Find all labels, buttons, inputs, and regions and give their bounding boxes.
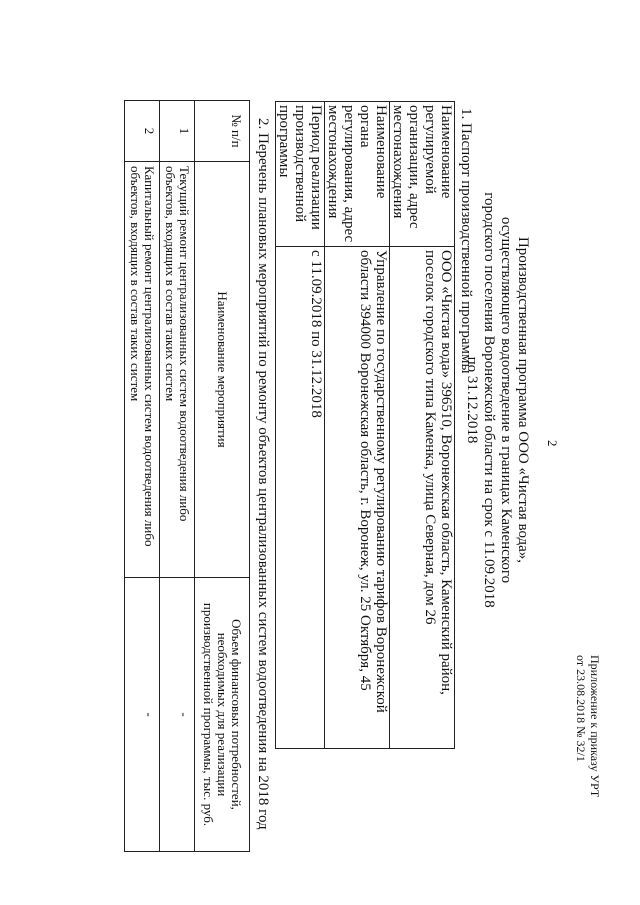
passport-value: ООО «Чистая вода» 396510, Воронежская область, Каменский район, поселок городского типа Каменка, улица Северная, дом 26 bbox=[390, 247, 455, 749]
passport-row bbox=[390, 102, 455, 749]
header-volume: Объем финансовых потребностей, необходимых для реализации производственной программы, тыс. руб. bbox=[195, 578, 250, 852]
appendix-line-1: Приложение к приказу УРТ bbox=[588, 655, 602, 798]
header-num: № п/п bbox=[195, 101, 250, 162]
row-num: 2 bbox=[125, 101, 160, 162]
section-1-heading: 1. Паспорт производственной программы bbox=[458, 108, 474, 374]
header-name: Наименование мероприятия bbox=[195, 162, 250, 578]
row-name: Капитальный ремонт централизованных систем водоотведения либо объектов, входящих в состав таких систем bbox=[125, 162, 160, 578]
row-num: 1 bbox=[160, 101, 195, 162]
table-header-row bbox=[195, 101, 250, 852]
passport-row bbox=[276, 102, 325, 749]
row-volume: - bbox=[160, 578, 195, 852]
passport-table bbox=[275, 101, 455, 749]
row-name: Текущий ремонт централизованных систем водоотведения либо объектов, входящих в состав таких систем bbox=[160, 162, 195, 578]
table-row bbox=[125, 101, 160, 852]
passport-label: Наименование регулируемой организации, адрес местонахождения bbox=[390, 102, 455, 247]
document-title: Производственная программа ООО «Чистая вода», осуществляющего водоотведение в границах Каменского городского поселения Воронежской области на срок с 11.09.2018 по 31.12.2018 bbox=[464, 192, 531, 608]
passport-label: Период реализации производственной программы bbox=[276, 102, 325, 247]
passport-value: с 11.09.2018 по 31.12.2018 bbox=[276, 247, 325, 749]
table-row bbox=[160, 101, 195, 852]
appendix-note bbox=[574, 655, 602, 797]
page-number: 2 bbox=[545, 440, 560, 447]
events-table bbox=[124, 100, 250, 852]
row-volume: - bbox=[125, 578, 160, 852]
section-2-heading: 2. Перечень плановых мероприятий по ремонту объектов централизованных систем водоотведения на 2018 год bbox=[255, 118, 271, 830]
passport-value: Управление по государственному регулированию тарифов Воронежской области 394000 Воронежская область, г. Воронеж, ул. 25 Октября, 45 bbox=[325, 247, 390, 749]
appendix-line-2: от 23.08.2018 № 32/1 bbox=[574, 655, 588, 762]
passport-label: Наименование органа регулирования, адрес местонахождения bbox=[325, 102, 390, 247]
passport-row bbox=[325, 102, 390, 749]
